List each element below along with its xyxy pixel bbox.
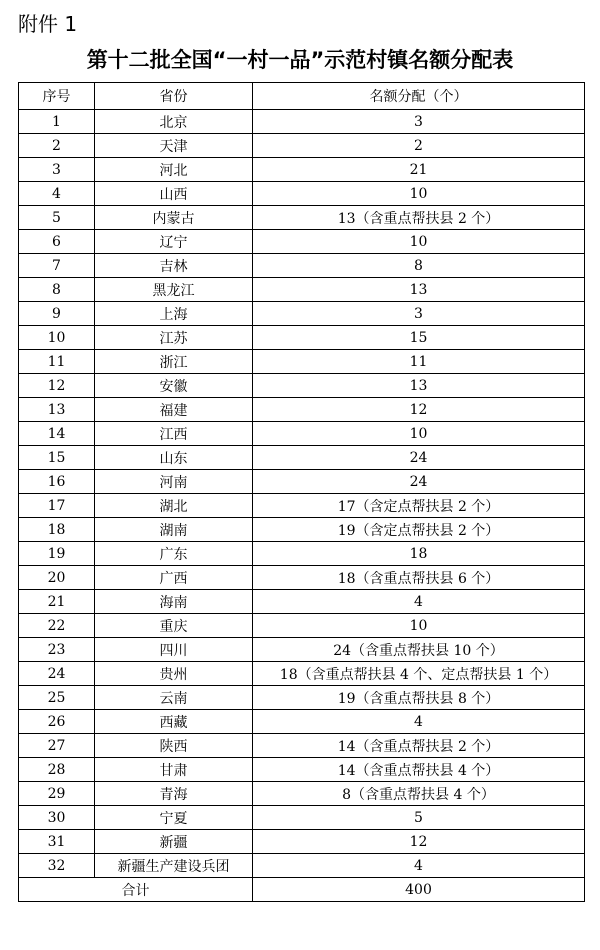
row-quota: 8（含重点帮扶县 4 个） [253, 782, 585, 806]
row-province: 海南 [95, 590, 253, 614]
row-quota: 14（含重点帮扶县 4 个） [253, 758, 585, 782]
table-row [19, 854, 585, 878]
total-value: 400 [253, 878, 585, 902]
table-row [19, 518, 585, 542]
row-quota: 10 [253, 230, 585, 254]
row-province: 甘肃 [95, 758, 253, 782]
row-quota: 10 [253, 182, 585, 206]
row-quota: 11 [253, 350, 585, 374]
total-row [19, 878, 585, 902]
row-quota: 18 [253, 542, 585, 566]
row-quota: 19（含定点帮扶县 2 个） [253, 518, 585, 542]
table-row [19, 806, 585, 830]
row-province: 新疆生产建设兵团 [95, 854, 253, 878]
row-quota: 5 [253, 806, 585, 830]
row-number: 15 [19, 446, 95, 470]
row-number: 32 [19, 854, 95, 878]
row-province: 浙江 [95, 350, 253, 374]
quota-table [18, 82, 585, 902]
header-number: 序号 [19, 83, 95, 110]
row-number: 11 [19, 350, 95, 374]
row-quota: 4 [253, 590, 585, 614]
row-province: 吉林 [95, 254, 253, 278]
row-province: 江西 [95, 422, 253, 446]
header-quota: 名额分配（个） [253, 83, 585, 110]
row-province: 河南 [95, 470, 253, 494]
table-row [19, 422, 585, 446]
table-row [19, 206, 585, 230]
row-quota: 13 [253, 374, 585, 398]
row-province: 河北 [95, 158, 253, 182]
table-row [19, 110, 585, 134]
row-number: 27 [19, 734, 95, 758]
row-quota: 19（含重点帮扶县 8 个） [253, 686, 585, 710]
row-province: 山西 [95, 182, 253, 206]
row-province: 四川 [95, 638, 253, 662]
table-body [19, 110, 585, 878]
table-row [19, 158, 585, 182]
row-number: 19 [19, 542, 95, 566]
row-province: 云南 [95, 686, 253, 710]
row-number: 2 [19, 134, 95, 158]
table-row [19, 350, 585, 374]
row-quota: 24（含重点帮扶县 10 个） [253, 638, 585, 662]
row-province: 黑龙江 [95, 278, 253, 302]
row-number: 7 [19, 254, 95, 278]
row-province: 湖南 [95, 518, 253, 542]
row-quota: 3 [253, 110, 585, 134]
row-number: 4 [19, 182, 95, 206]
row-number: 17 [19, 494, 95, 518]
row-number: 9 [19, 302, 95, 326]
row-number: 21 [19, 590, 95, 614]
row-province: 天津 [95, 134, 253, 158]
table-row [19, 230, 585, 254]
table-row [19, 494, 585, 518]
total-label: 合计 [19, 878, 253, 902]
row-quota: 4 [253, 710, 585, 734]
document-title: 第十二批全国“一村一品”示范村镇名额分配表 [86, 48, 514, 72]
row-province: 贵州 [95, 662, 253, 686]
row-quota: 24 [253, 470, 585, 494]
table-row [19, 782, 585, 806]
row-province: 北京 [95, 110, 253, 134]
row-number: 20 [19, 566, 95, 590]
row-province: 安徽 [95, 374, 253, 398]
table-header-row [19, 83, 585, 110]
row-quota: 15 [253, 326, 585, 350]
row-province: 新疆 [95, 830, 253, 854]
row-number: 3 [19, 158, 95, 182]
row-province: 重庆 [95, 614, 253, 638]
row-number: 31 [19, 830, 95, 854]
row-quota: 4 [253, 854, 585, 878]
table-row [19, 398, 585, 422]
row-quota: 10 [253, 422, 585, 446]
row-number: 18 [19, 518, 95, 542]
row-province: 广西 [95, 566, 253, 590]
row-number: 12 [19, 374, 95, 398]
row-number: 14 [19, 422, 95, 446]
table-row [19, 470, 585, 494]
row-quota: 24 [253, 446, 585, 470]
row-quota: 14（含重点帮扶县 2 个） [253, 734, 585, 758]
table-row [19, 614, 585, 638]
table-row [19, 446, 585, 470]
row-number: 8 [19, 278, 95, 302]
row-number: 26 [19, 710, 95, 734]
row-quota: 13（含重点帮扶县 2 个） [253, 206, 585, 230]
row-province: 宁夏 [95, 806, 253, 830]
table-row [19, 686, 585, 710]
attachment-label: 附件 1 [18, 12, 78, 36]
row-number: 1 [19, 110, 95, 134]
row-quota: 21 [253, 158, 585, 182]
table-row [19, 662, 585, 686]
table-row [19, 254, 585, 278]
row-number: 16 [19, 470, 95, 494]
table-row [19, 830, 585, 854]
row-quota: 13 [253, 278, 585, 302]
table-row [19, 758, 585, 782]
row-province: 辽宁 [95, 230, 253, 254]
row-quota: 8 [253, 254, 585, 278]
header-province: 省份 [95, 83, 253, 110]
row-number: 13 [19, 398, 95, 422]
row-quota: 18（含重点帮扶县 4 个、定点帮扶县 1 个） [253, 662, 585, 686]
row-number: 22 [19, 614, 95, 638]
row-quota: 10 [253, 614, 585, 638]
row-province: 内蒙古 [95, 206, 253, 230]
row-province: 福建 [95, 398, 253, 422]
row-province: 山东 [95, 446, 253, 470]
table-row [19, 734, 585, 758]
table-row [19, 566, 585, 590]
row-quota: 18（含重点帮扶县 6 个） [253, 566, 585, 590]
row-number: 28 [19, 758, 95, 782]
table-row [19, 326, 585, 350]
row-province: 上海 [95, 302, 253, 326]
row-number: 29 [19, 782, 95, 806]
row-number: 30 [19, 806, 95, 830]
table-row [19, 134, 585, 158]
row-number: 23 [19, 638, 95, 662]
row-province: 江苏 [95, 326, 253, 350]
table-row [19, 590, 585, 614]
table-row [19, 710, 585, 734]
table-row [19, 182, 585, 206]
row-quota: 3 [253, 302, 585, 326]
table-row [19, 302, 585, 326]
table-row [19, 638, 585, 662]
row-province: 陕西 [95, 734, 253, 758]
row-quota: 12 [253, 830, 585, 854]
row-number: 25 [19, 686, 95, 710]
table-row [19, 374, 585, 398]
row-quota: 12 [253, 398, 585, 422]
row-number: 5 [19, 206, 95, 230]
row-province: 青海 [95, 782, 253, 806]
row-number: 6 [19, 230, 95, 254]
row-province: 广东 [95, 542, 253, 566]
row-province: 西藏 [95, 710, 253, 734]
row-quota: 2 [253, 134, 585, 158]
row-province: 湖北 [95, 494, 253, 518]
row-quota: 17（含定点帮扶县 2 个） [253, 494, 585, 518]
row-number: 24 [19, 662, 95, 686]
table-row [19, 278, 585, 302]
row-number: 10 [19, 326, 95, 350]
table-row [19, 542, 585, 566]
